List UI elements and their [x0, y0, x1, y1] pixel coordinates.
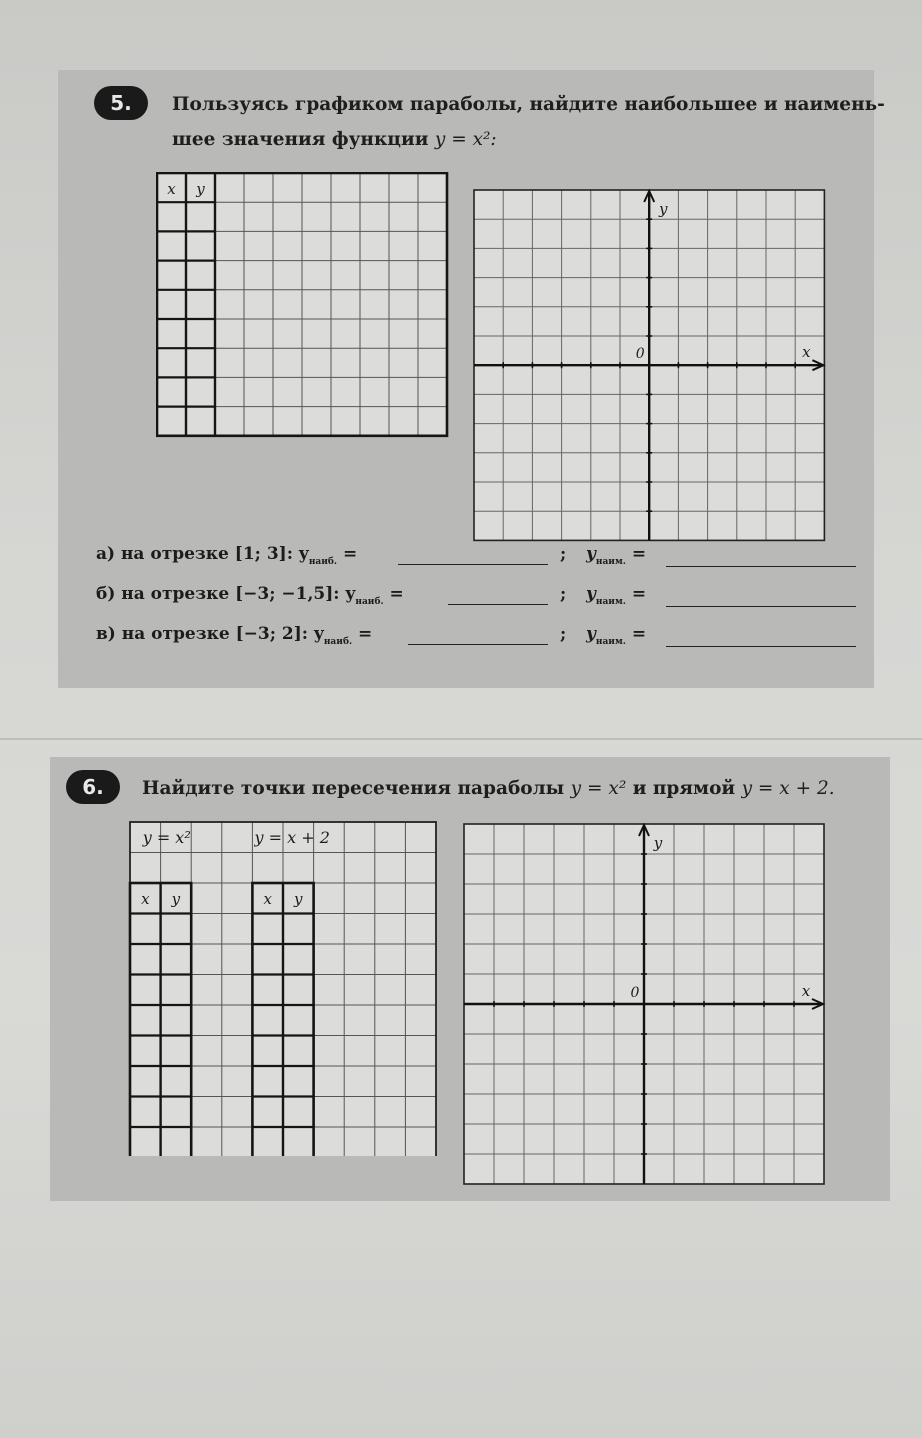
task5-coordinate-grid[interactable] [472, 188, 828, 544]
task6-formula-line: y = x + 2. [741, 778, 835, 799]
task6-text [142, 776, 835, 801]
task5-formula: y = x²: [434, 129, 497, 150]
line-table-header-x: x [263, 890, 272, 908]
parabola-table-header-y: y [171, 890, 181, 908]
answer-a-min-label: $y_{наим.}$ = [586, 544, 647, 567]
task6-coordinate-grid[interactable] [462, 822, 826, 1186]
answer-c-min-field[interactable] [666, 646, 856, 647]
task5-number-badge: 5. [94, 86, 148, 120]
parabola-table-header-x: x [141, 890, 150, 908]
y-axis-label: y [658, 200, 668, 218]
answer-row-b [96, 584, 876, 614]
answer-a-max-field[interactable] [398, 564, 548, 565]
task5-line2-text: шее значения функции [172, 129, 435, 150]
x-axis-label: x [801, 982, 811, 1000]
task6-value-tables-grid[interactable] [128, 820, 438, 1156]
answer-c-min-label: $y_{наим.}$ = [586, 624, 647, 647]
answer-b-separator: ; [560, 584, 567, 604]
answer-b-min-label: $y_{наим.}$ = [586, 584, 647, 607]
table-header-x: x [167, 180, 176, 198]
origin-label: 0 [630, 985, 640, 1001]
answer-c-label: в) на отрезке [−3; 2]: $y_{наиб.}$ = [96, 624, 373, 647]
task6-text-part1: Найдите точки пересечения параболы [142, 778, 571, 799]
table-header-y: y [196, 180, 205, 198]
answer-b-label: б) на отрезке [−3; −1,5]: $y_{наиб.}$ = [96, 584, 404, 607]
answer-b-min-field[interactable] [666, 606, 856, 607]
task6-formula-parabola: y = x² [570, 778, 627, 799]
y-axis-label: y [653, 834, 663, 852]
line-table-header-y: y [294, 890, 303, 908]
answer-row-c [96, 624, 876, 654]
answer-a-separator: ; [560, 544, 567, 564]
answer-row-a [96, 544, 876, 574]
x-axis-label: x [802, 343, 811, 362]
answer-b-max-field[interactable] [448, 604, 548, 605]
page-fold [0, 738, 922, 740]
line-table-title: y = x + 2 [254, 828, 330, 847]
task5-text-line2 [172, 127, 497, 152]
task6-text-part2: и прямой [626, 778, 742, 799]
task5-text-line1: Пользуясь графиком параболы, найдите наибольшее и наимень- [172, 94, 885, 115]
answer-a-min-field[interactable] [666, 566, 856, 567]
answer-a-label: а) на отрезке [1; 3]: $y_{наиб.}$ = [96, 544, 358, 567]
answer-c-separator: ; [560, 624, 567, 644]
task6-number-badge: 6. [66, 770, 120, 804]
origin-label: 0 [635, 346, 645, 363]
task5-value-table-grid[interactable] [156, 172, 456, 440]
parabola-table-title: y = x² [142, 828, 191, 847]
answer-c-max-field[interactable] [408, 644, 548, 645]
